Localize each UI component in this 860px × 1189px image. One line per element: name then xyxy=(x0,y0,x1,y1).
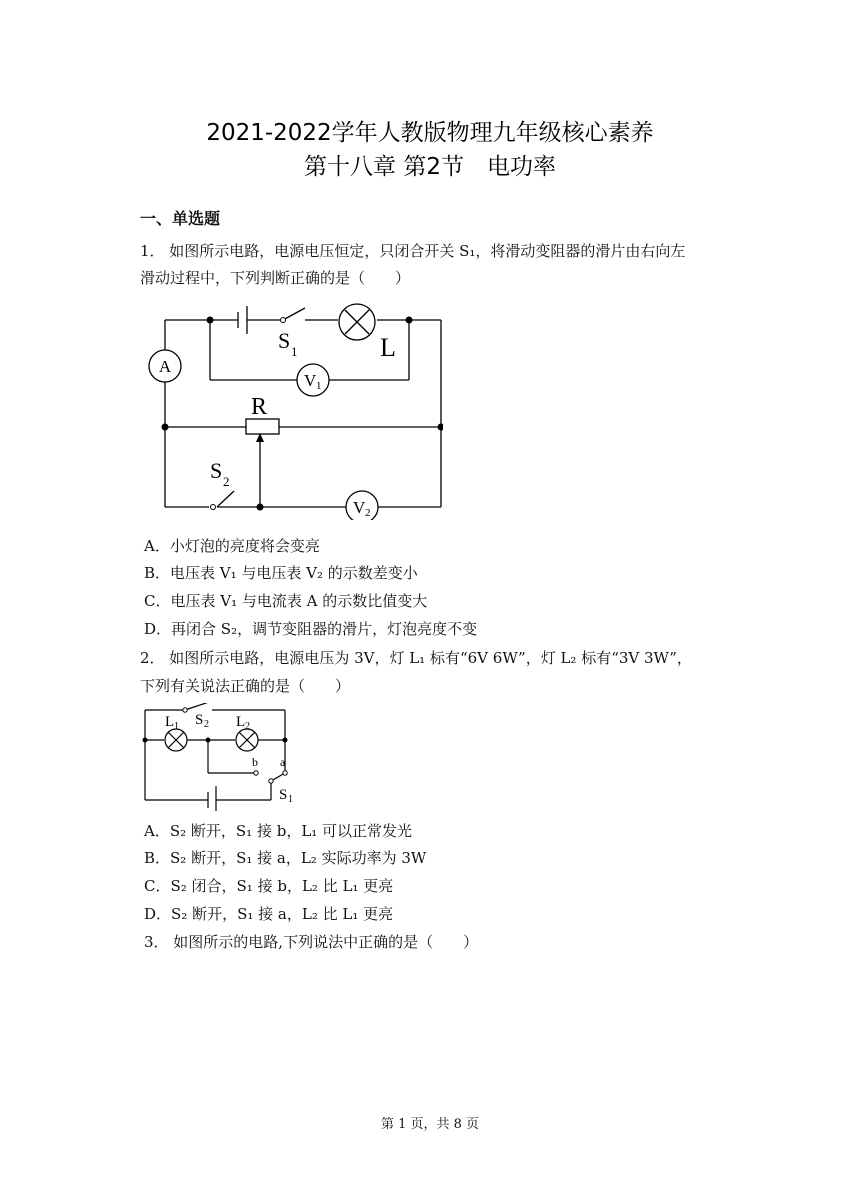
r-label: R xyxy=(251,394,268,420)
q2-circuit-diagram xyxy=(140,703,300,811)
q2-s1-label: S xyxy=(279,787,288,803)
s1-label: S xyxy=(278,328,291,353)
section-heading: 一、单选题 xyxy=(140,209,221,228)
page-footer: 第 1 页，共 8 页 xyxy=(380,1117,480,1132)
l1-label: L xyxy=(165,714,175,730)
l2-label: L xyxy=(236,714,246,730)
s2-label: S xyxy=(210,458,223,483)
document-subtitle: 第十八章 第2节 电功率 xyxy=(304,154,556,180)
contact-a-label: a xyxy=(280,755,286,769)
v2-label: V xyxy=(353,498,366,517)
q3-stem: 3． 如图所示的电路,下列说法中正确的是（ ） xyxy=(144,933,479,951)
v2-subscript: 2 xyxy=(365,507,371,519)
q1-option-a: A．小灯泡的亮度将会变亮 xyxy=(144,537,320,555)
q1-stem-line1: 1． 如图所示电路，电源电压恒定，只闭合开关 S₁，将滑动变阻器的滑片由右向左 xyxy=(140,242,686,260)
q1-option-b: B．电压表 V₁ 与电压表 V₂ 的示数差变小 xyxy=(144,564,418,582)
q2-option-a: A．S₂ 断开，S₁ 接 b，L₁ 可以正常发光 xyxy=(144,822,413,840)
q2-option-b: B．S₂ 断开，S₁ 接 a，L₂ 实际功率为 3W xyxy=(144,849,427,867)
q2-stem-line2: 下列有关说法正确的是（ ） xyxy=(140,677,351,695)
l2-subscript: 2 xyxy=(245,721,250,732)
s2-subscript: 2 xyxy=(223,474,230,489)
contact-b-label: b xyxy=(252,755,258,769)
document-title: 2021-2022学年人教版物理九年级核心素养 xyxy=(206,120,654,146)
l1-subscript: 1 xyxy=(174,721,179,732)
lamp-label: L xyxy=(380,333,396,362)
q1-circuit-diagram xyxy=(143,300,443,520)
s1-subscript: 1 xyxy=(291,344,298,359)
ammeter-label: A xyxy=(158,357,172,376)
q1-option-d: D．再闭合 S₂，调节变阻器的滑片，灯泡亮度不变 xyxy=(144,620,478,638)
q1-stem-line2: 滑动过程中，下列判断正确的是（ ） xyxy=(140,269,411,287)
q2-option-c: C．S₂ 闭合，S₁ 接 b，L₂ 比 L₁ 更亮 xyxy=(144,877,394,895)
q2-s2-label: S xyxy=(195,712,204,728)
q1-option-c: C．电压表 V₁ 与电流表 A 的示数比值变大 xyxy=(144,592,428,610)
q2-option-d: D．S₂ 断开，S₁ 接 a，L₂ 比 L₁ 更亮 xyxy=(144,905,394,923)
q2-s2-subscript: 2 xyxy=(204,719,209,730)
v1-label: V xyxy=(304,371,317,390)
q2-s1-subscript: 1 xyxy=(288,794,293,805)
q2-stem-line1: 2． 如图所示电路，电源电压为 3V，灯 L₁ 标有“6V 6W”，灯 L₂ 标有“3V 3W”， xyxy=(140,649,692,667)
v1-subscript: 1 xyxy=(316,380,322,392)
